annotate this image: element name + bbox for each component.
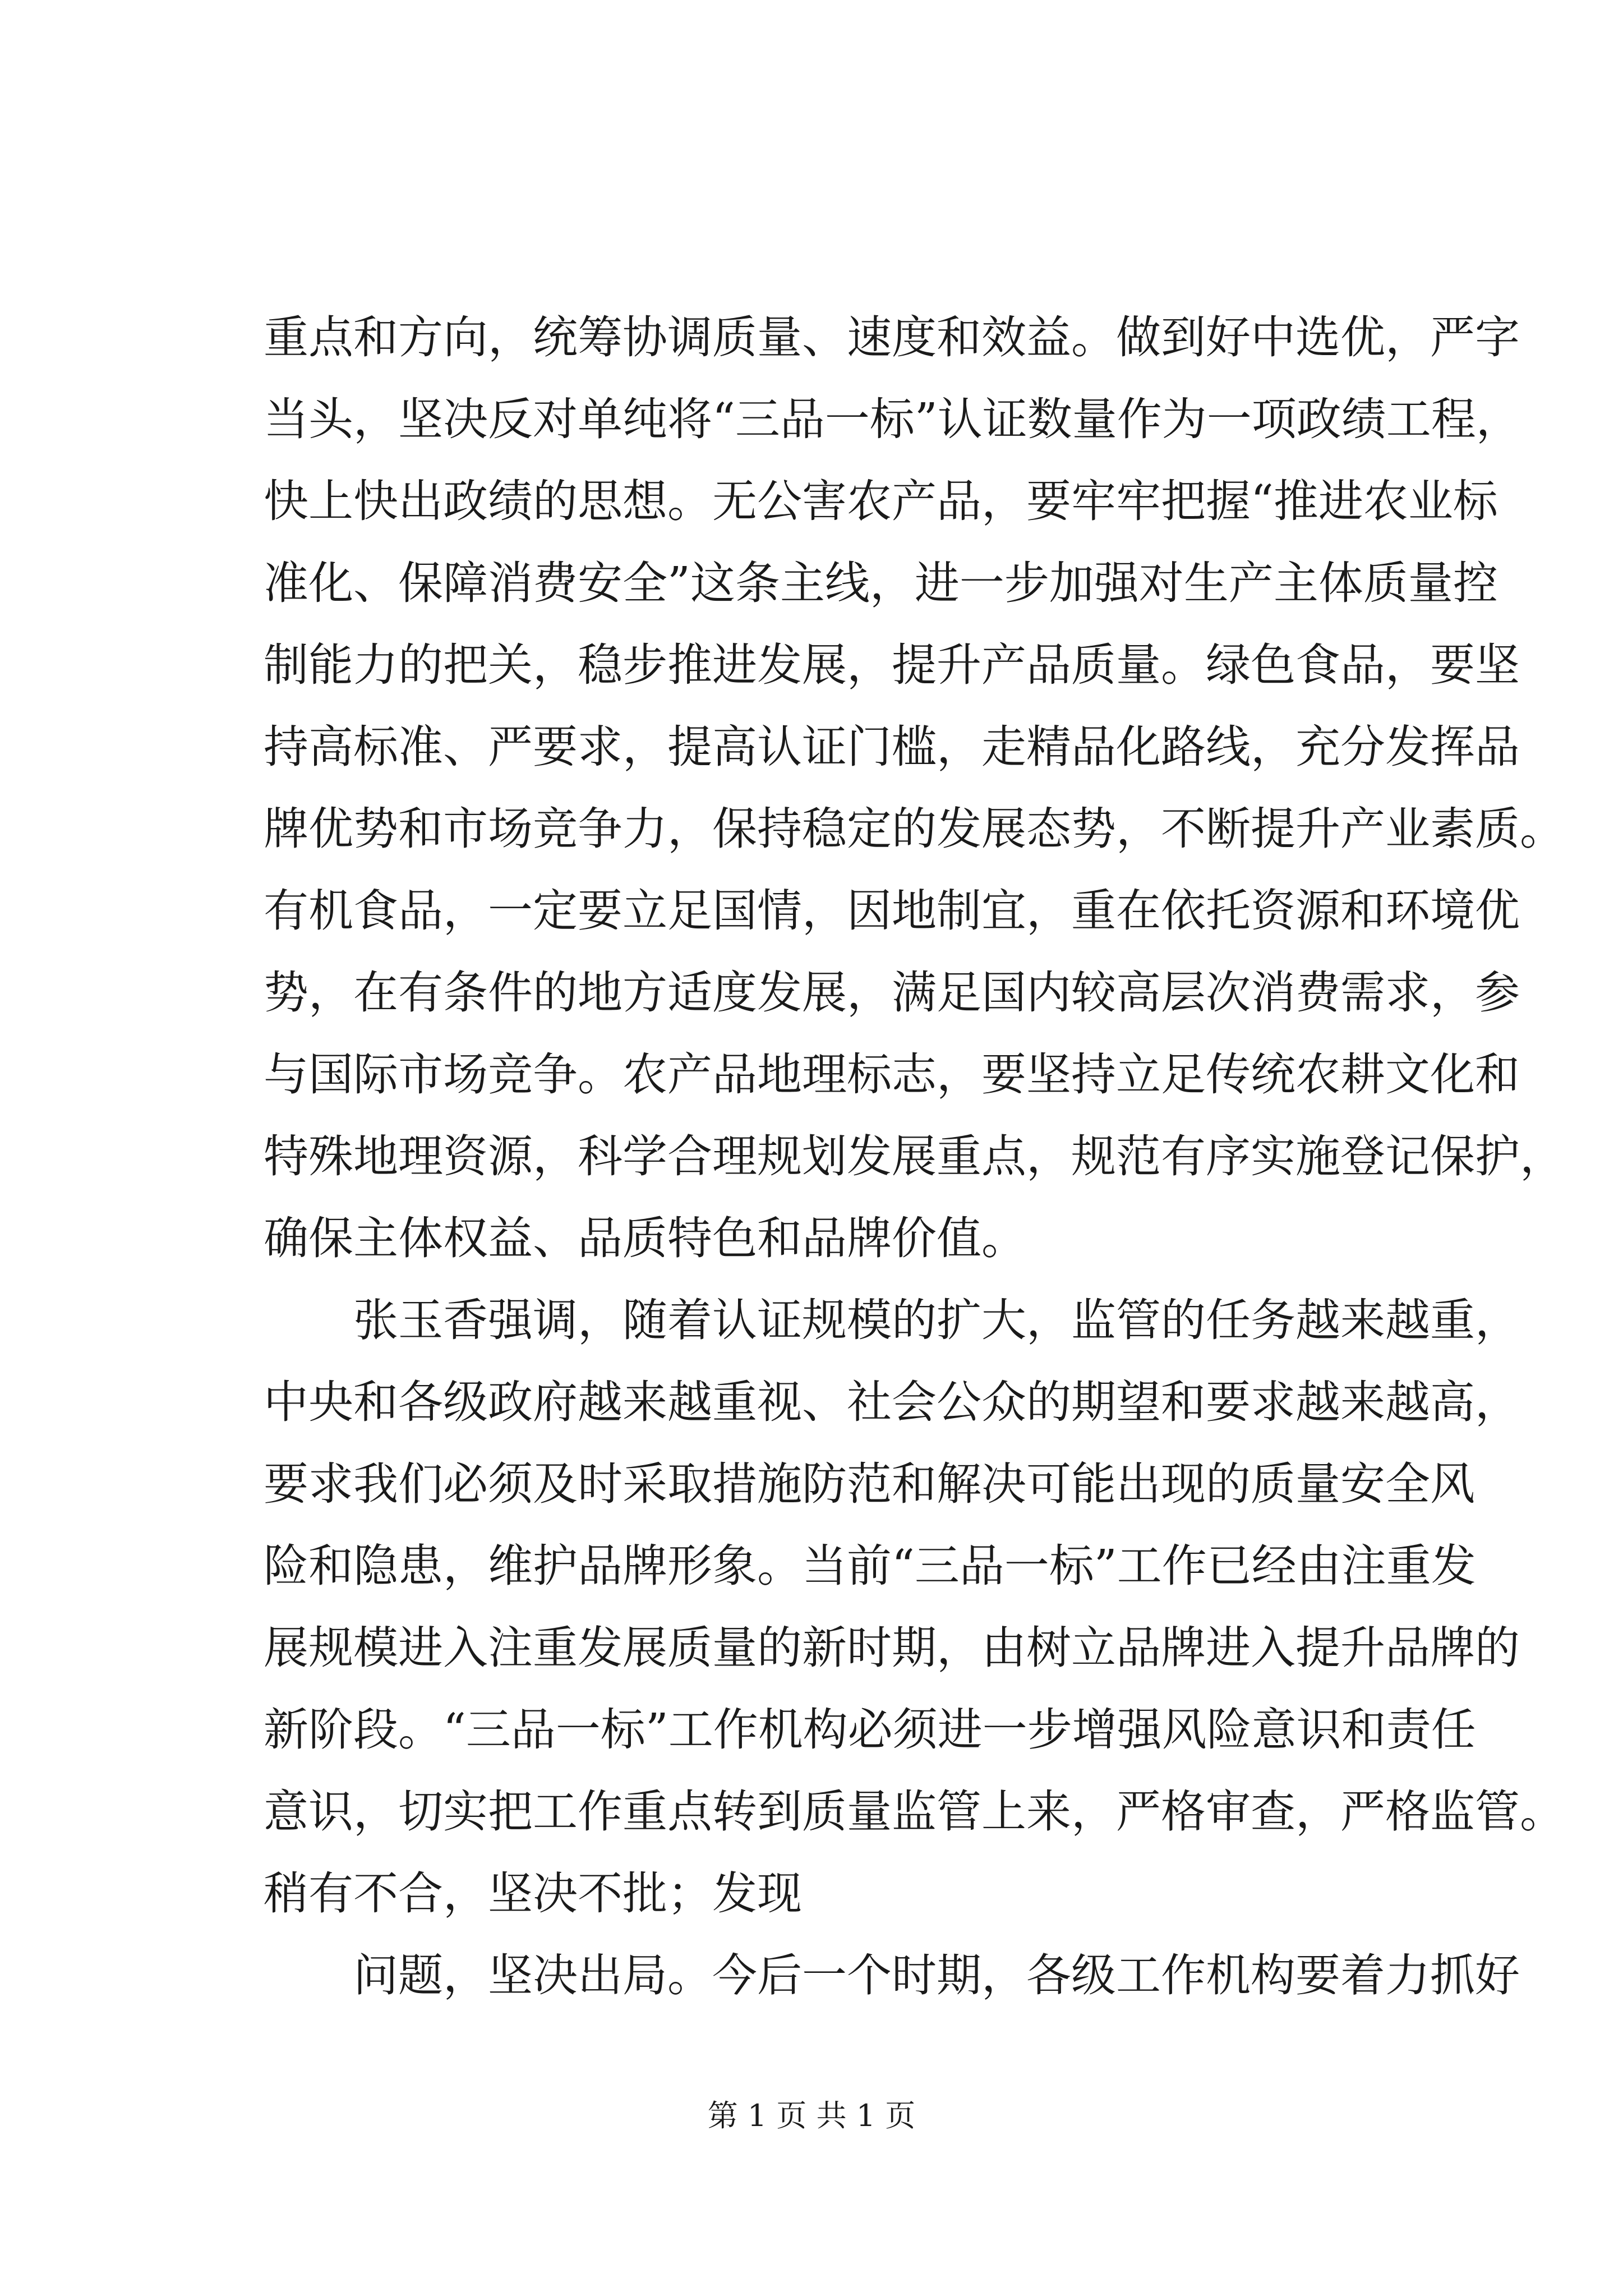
text-line: 特殊地理资源，科学合理规划发展重点，规范有序实施登记保护， xyxy=(264,1130,1565,1182)
text-line: 牌优势和市场竞争力，保持稳定的发展态势，不断提升产业素质。 xyxy=(264,803,1565,855)
text-line: 意识，切实把工作重点转到质量监管上来，严格审查，严格监管。 xyxy=(264,1786,1565,1838)
text-line: 制能力的把关，稳步推进发展，提升产品质量。绿色食品，要坚 xyxy=(264,639,1520,691)
text-line: 快上快出政绩的思想。无公害农产品，要牢牢把握“推进农业标 xyxy=(264,475,1498,527)
text-line: 险和隐患，维护品牌形象。当前“三品一标”工作已经由注重发 xyxy=(264,1540,1476,1592)
text-line: 中央和各级政府越来越重视、社会公众的期望和要求越来越高， xyxy=(264,1376,1520,1428)
text-line: 与国际市场竞争。农产品地理标志，要坚持立足传统农耕文化和 xyxy=(264,1048,1520,1101)
text-line: 要求我们必须及时采取措施防范和解决可能出现的质量安全风 xyxy=(264,1458,1475,1510)
text-line: 准化、保障消费安全”这条主线，进一步加强对生产主体质量控 xyxy=(264,557,1498,609)
text-line: 持高标准、严要求，提高认证门槛，走精品化路线，充分发挥品 xyxy=(264,721,1520,773)
paragraph-first-line: 张玉香强调，随着认证规模的扩大，监管的任务越来越重， xyxy=(353,1294,1520,1346)
text-line: 当头，坚决反对单纯将“三品一标”认证数量作为一项政绩工程， xyxy=(264,393,1521,445)
text-line: 展规模进入注重发展质量的新时期，由树立品牌进入提升品牌的 xyxy=(264,1622,1520,1674)
text-line: 新阶段。“三品一标”工作机构必须进一步增强风险意识和责任 xyxy=(264,1704,1476,1756)
text-line: 重点和方向，统筹协调质量、速度和效益。做到好中选优，严字 xyxy=(264,311,1520,364)
text-line: 势，在有条件的地方适度发展，满足国内较高层次消费需求，参 xyxy=(264,967,1520,1019)
page-number-footer: 第 1 页 共 1 页 xyxy=(707,2098,916,2133)
text-line: 稍有不合，坚决不批；发现 xyxy=(264,1867,802,1920)
text-line: 确保主体权益、品质特色和品牌价值。 xyxy=(264,1212,1026,1264)
text-line: 有机食品，一定要立足国情，因地制宜，重在依托资源和环境优 xyxy=(264,885,1520,937)
paragraph-first-line: 问题，坚决出局。今后一个时期，各级工作机构要着力抓好 xyxy=(353,1949,1520,2001)
